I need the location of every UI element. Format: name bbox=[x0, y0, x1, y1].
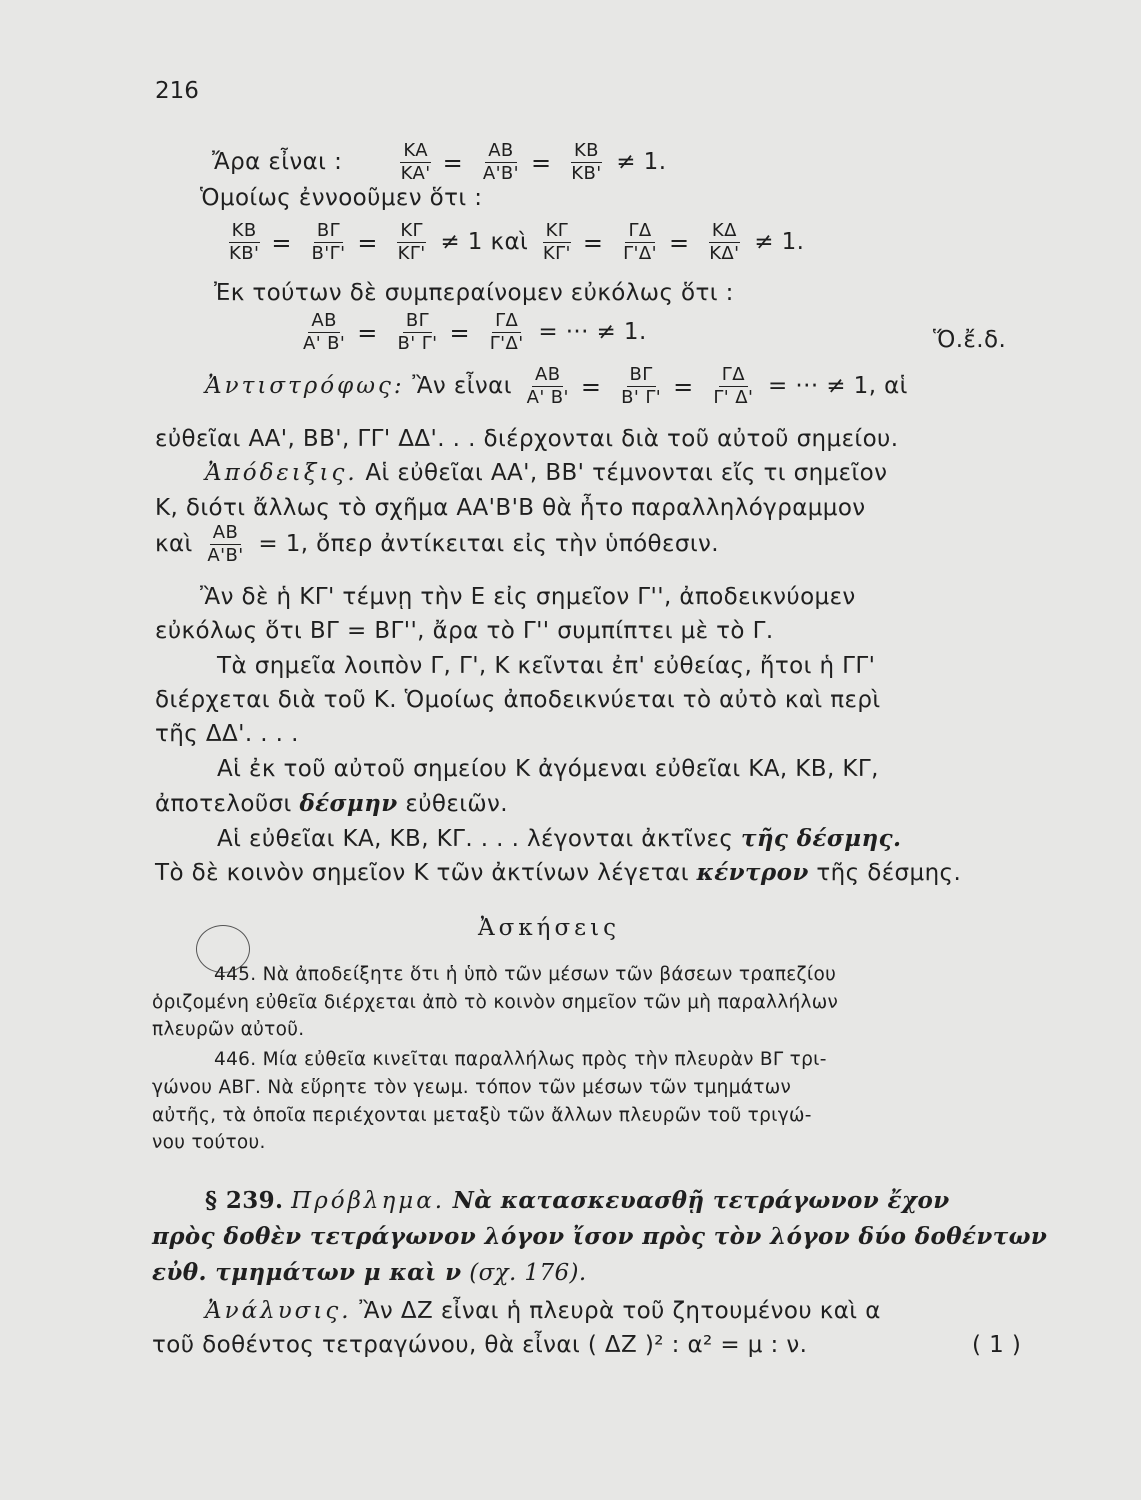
exercise-445-line: 445. Νὰ ἀποδείξητε ὅτι ἡ ὑπὸ τῶν μέσων τῶν βάσεων τραπεζίου bbox=[214, 964, 837, 985]
fraction: $\frac{\Gamma\Delta}{\Gamma'\Delta'}$ bbox=[623, 220, 657, 264]
text: Ἂν εἶναι bbox=[412, 373, 512, 399]
exercises-heading: Ἀσκήσεις bbox=[478, 915, 620, 941]
text: ≠ 1. bbox=[754, 229, 805, 255]
text: = ··· ≠ 1. bbox=[538, 319, 647, 345]
section-number: § 239. bbox=[205, 1187, 284, 1214]
text: = ··· ≠ 1, αἱ bbox=[768, 373, 908, 399]
label-italic: Ἀπόδειξις. bbox=[205, 460, 358, 486]
fraction: $\frac{AB}{A' B'}$ bbox=[303, 310, 346, 354]
text-line: Τὰ σημεῖα λοιπὸν Γ, Γ', Κ κεῖνται ἐπ' εὐθείας, ἤτοι ἡ ΓΓ' bbox=[217, 653, 876, 679]
formula-line-10: καὶ $\frac{AB}{A'B'}$ = 1, ὅπερ ἀντίκειται εἰς τὴν ὑπόθεσιν. bbox=[155, 522, 719, 566]
exercise-446-line: νου τούτου. bbox=[152, 1132, 266, 1153]
section-239-title: § 239. Πρόβλημα. Νὰ κατασκευασθῇ τετράγωνον ἔχον bbox=[205, 1187, 950, 1214]
qed-mark: Ὅ.ἔ.δ. bbox=[933, 327, 1007, 353]
fraction: $\frac{K\Gamma}{K\Gamma'}$ bbox=[397, 220, 426, 264]
formula-line-6: Ἀντιστρόφως: Ἂν εἶναι $\frac{AB}{A' B'}$ = $\frac{B\Gamma}{B' \Gamma'}$ = $\frac{\Gamma\Delta}{\Gamma' \Delta'}$ = ··· ≠ 1, αἱ bbox=[205, 364, 908, 408]
analysis-line: Ἀνάλυσις. Ἂν ΔΖ εἶναι ἡ πλευρὰ τοῦ ζητουμένου καὶ α bbox=[205, 1298, 881, 1324]
text-line: Ὁμοίως ἐννοοῦμεν ὅτι : bbox=[200, 185, 483, 211]
page-number: 216 bbox=[155, 78, 199, 104]
exercise-445-line: ὁριζομένη εὐθεῖα διέρχεται ἀπὸ τὸ κοινὸν σημεῖον τῶν μὴ παραλλήλων bbox=[152, 992, 839, 1013]
text-line: εὐκόλως ὅτι ΒΓ = ΒΓ'', ἄρα τὸ Γ'' συμπίπτει μὲ τὸ Γ. bbox=[155, 618, 774, 644]
fraction: $\frac{KB}{KB'}$ bbox=[571, 140, 602, 184]
label-italic: Ἀντιστρόφως: bbox=[205, 373, 405, 399]
fraction: $\frac{B\Gamma}{B' \Gamma'}$ bbox=[621, 364, 662, 408]
formula-line-5: $\frac{AB}{A' B'}$ = $\frac{B\Gamma}{B' \Gamma'}$ = $\frac{\Gamma\Delta}{\Gamma'\Delta'}$ = ··· ≠ 1. bbox=[296, 312, 647, 353]
fraction: $\frac{KA}{KA'}$ bbox=[400, 140, 431, 184]
text: Ἄρα εἶναι : bbox=[212, 149, 343, 175]
text-line: εὐθεῖαι ΑΑ', ΒΒ', ΓΓ' ΔΔ'. . . διέρχονται διὰ τοῦ αὐτοῦ σημείου. bbox=[155, 426, 899, 452]
text: ≠ 1. bbox=[616, 149, 667, 175]
fraction: $\frac{AB}{A' B'}$ bbox=[526, 364, 569, 408]
text-line: Αἱ εὐθεῖαι ΚΑ, ΚΒ, ΚΓ. . . . λέγονται ἀκτῖνες τῆς δέσμης. bbox=[217, 825, 902, 852]
exercise-445-line: πλευρῶν αὐτοῦ. bbox=[152, 1019, 305, 1040]
fraction: $\frac{KB}{KB'}$ bbox=[229, 220, 260, 264]
text-line: Ἐκ τούτων δὲ συμπεραίνομεν εὐκόλως ὅτι : bbox=[214, 280, 734, 306]
equation-number: ( 1 ) bbox=[972, 1332, 1022, 1358]
text-line: Τὸ δὲ κοινὸν σημεῖον Κ τῶν ἀκτίνων λέγεται κέντρον τῆς δέσμης. bbox=[155, 859, 962, 886]
text-line: Κ, διότι ἄλλως τὸ σχῆμα ΑΑ'Β'Β θὰ ἦτο παραλληλόγραμμον bbox=[155, 495, 866, 521]
analysis-line: τοῦ δοθέντος τετραγώνου, θὰ εἶναι ( ΔΖ )² : α² = μ : ν. bbox=[152, 1332, 808, 1358]
formula-line-1: Ἄρα εἶναι : $\frac{KA}{KA'}$ = $\frac{AB}{A'B'}$ = $\frac{KB}{KB'}$ ≠ 1. bbox=[212, 140, 667, 184]
fraction: $\frac{B\Gamma}{B'\Gamma'}$ bbox=[311, 220, 346, 264]
fraction: $\frac{\Gamma\Delta}{\Gamma' \Delta'}$ bbox=[713, 364, 754, 408]
exercise-446-line: γώνου ΑΒΓ. Νὰ εὕρητε τὸν γεωμ. τόπον τῶν μέσων τῶν τμημάτων bbox=[152, 1077, 792, 1098]
text-line: διέρχεται διὰ τοῦ Κ. Ὁμοίως ἀποδεικνύεται τὸ αὐτὸ καὶ περὶ bbox=[155, 687, 881, 713]
term-bold: κέντρον bbox=[696, 859, 809, 886]
fraction: $\frac{K\Delta}{K\Delta'}$ bbox=[709, 220, 740, 264]
text: ≠ 1 καὶ bbox=[440, 229, 529, 255]
text-line: Ἀπόδειξις. Αἱ εὐθεῖαι ΑΑ', ΒΒ' τέμνονται εἴς τι σημεῖον bbox=[205, 460, 888, 486]
term-bold: δέσμην bbox=[299, 790, 398, 817]
fraction: $\frac{AB}{A'B'}$ bbox=[207, 522, 244, 566]
text-line: ἀποτελοῦσι δέσμην εὐθειῶν. bbox=[155, 790, 509, 817]
text-line: τῆς ΔΔ'. . . . bbox=[155, 721, 299, 747]
section-239-line: εὐθ. τμημάτων μ καὶ ν (σχ. 176). bbox=[152, 1259, 587, 1286]
section-239-line: πρὸς δοθὲν τετράγωνον λόγον ἴσον πρὸς τὸν λόγον δύο δοθέντων bbox=[152, 1223, 1048, 1250]
fraction: $\frac{AB}{A'B'}$ bbox=[482, 140, 520, 184]
term-bold: τῆς δέσμης. bbox=[740, 825, 902, 852]
label-italic: Πρόβλημα. bbox=[291, 1188, 446, 1214]
fraction: $\frac{B\Gamma}{B' \Gamma'}$ bbox=[397, 310, 438, 354]
formula-line-3: $\frac{KB}{KB'}$ = $\frac{B\Gamma}{B'\Gamma'}$ = $\frac{K\Gamma}{K\Gamma'}$ ≠ 1 καὶ $\frac{K\Gamma}{K\Gamma'}$ = $\frac{\Gamma\Delta}{\Gamma'\Delta'}$ = $\frac{K\Delta}{K\Delta'}$ ≠ 1. bbox=[222, 222, 804, 263]
text-line: Αἱ ἐκ τοῦ αὐτοῦ σημείου Κ ἀγόμεναι εὐθεῖαι ΚΑ, ΚΒ, ΚΓ, bbox=[217, 756, 879, 782]
fraction: $\frac{\Gamma\Delta}{\Gamma'\Delta'}$ bbox=[489, 310, 524, 354]
exercise-446-line: 446. Μία εὐθεῖα κινεῖται παραλλήλως πρὸς τὴν πλευρὰν ΒΓ τρι- bbox=[214, 1049, 827, 1070]
label-italic: Ἀνάλυσις. bbox=[205, 1298, 352, 1324]
text-line: Ἂν δὲ ἡ ΚΓ' τέμνῃ τὴν Ε εἰς σημεῖον Γ'', ἀποδεικνύομεν bbox=[200, 584, 856, 610]
fraction: $\frac{K\Gamma}{K\Gamma'}$ bbox=[542, 220, 571, 264]
exercise-446-line: αὐτῆς, τὰ ὁποῖα περιέχονται μεταξὺ τῶν ἄλλων πλευρῶν τοῦ τριγώ- bbox=[152, 1105, 812, 1126]
